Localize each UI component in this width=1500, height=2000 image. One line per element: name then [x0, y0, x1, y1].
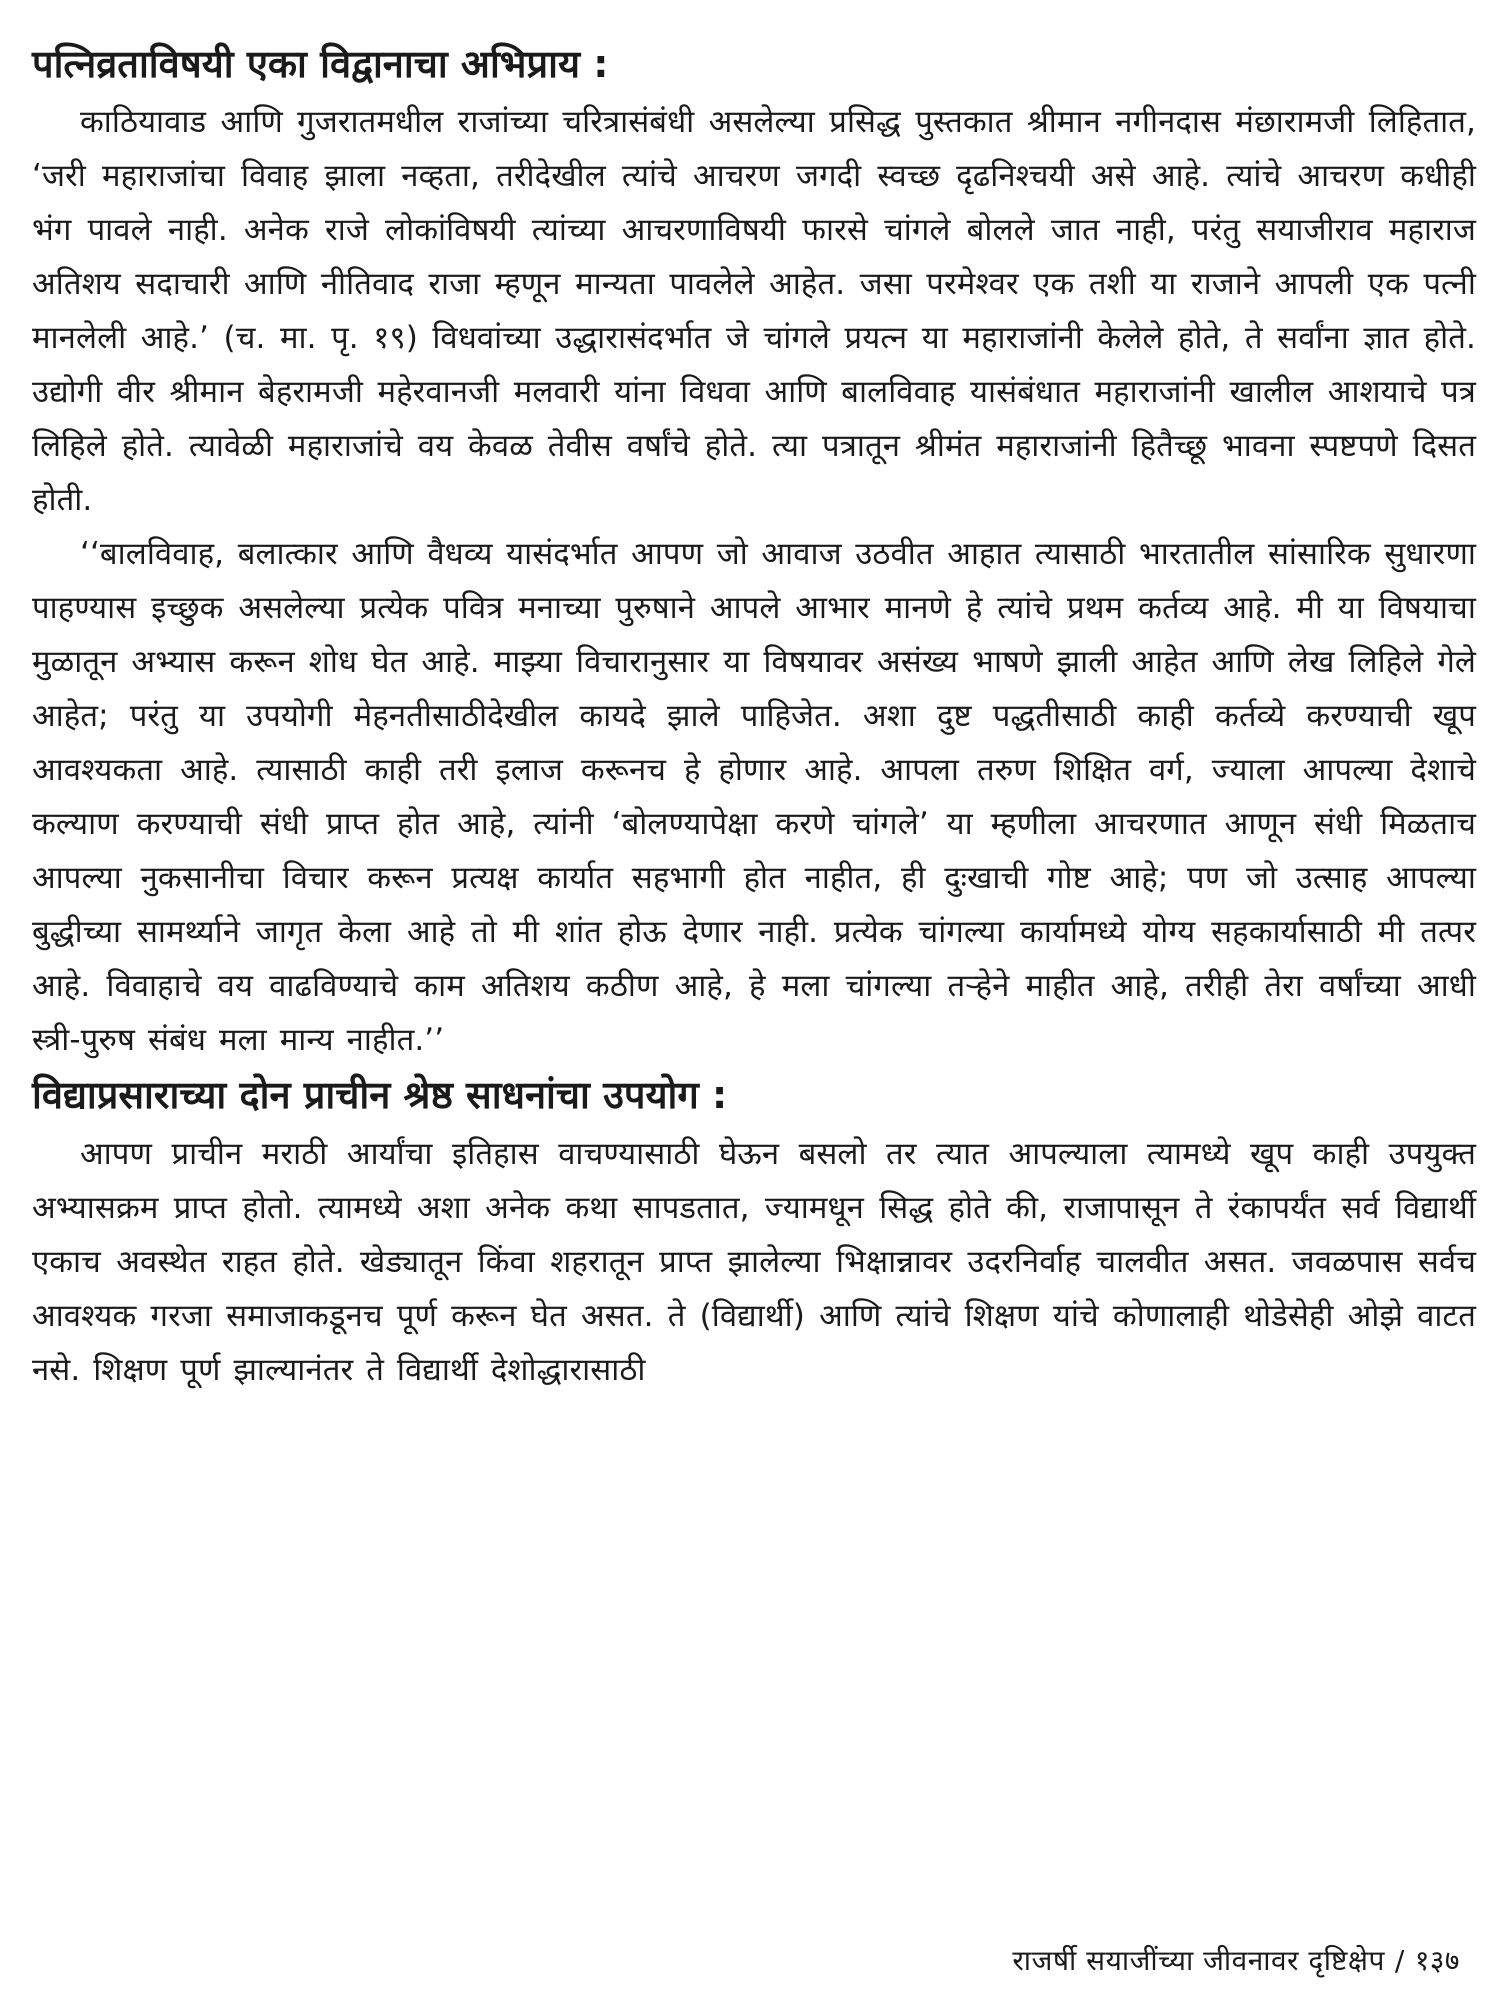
paragraph-letter-quote: ‘‘बालविवाह, बलात्कार आणि वैधव्य यासंदर्भात आपण जो आवाज उठवीत आहात त्यासाठी भारतातील सांसारिक सुधारणा पाहण्यास इच्छुक असलेल्या प्रत्येक पवित्र मनाच्या पुरुषाने आपले आभार मानणे हे त्यांचे प्रथम कर्तव्य आहे. मी या विषयाचा मुळातून अभ्यास करून शोध घेत आहे. माझ्या विचारानुसार या विषयावर असंख्य भाषणे झाली आहेत आणि लेख लिहिले गेले आहेत; परंतु या उपयोगी मेहनतीसाठीदेखील कायदे झाले पाहिजेत. अशा दुष्ट पद्धतीसाठी काही कर्तव्ये करण्याची खूप आवश्यकता आहे. त्यासाठी काही तरी इलाज करूनच हे होणार आहे. आपला तरुण शिक्षित वर्ग, ज्याला आपल्या देशाचे कल्याण करण्याची संधी प्राप्त होत आहे, त्यांनी ‘बोलण्यापेक्षा करणे चांगले’ या म्हणीला आचरणात आणून संधी मिळताच आपल्या नुकसानीचा विचार करून प्रत्यक्ष कार्यात सहभागी होत नाहीत, ही दुःखाची गोष्ट आहे; पण जो उत्साह आपल्या बुद्धीच्या सामर्थ्याने जागृत केला आहे तो मी शांत होऊ देणार नाही. प्रत्येक चांगल्या कार्यामध्ये योग्य सहकार्यासाठी मी तत्पर आहे. विवाहाचे वय वाढविण्याचे काम अतिशय कठीण आहे, हे मला चांगल्या तऱ्हेने माहीत आहे, तरीही तेरा वर्षांच्या आधी स्त्री-पुरुष संबंध मला मान्य नाहीत.’’ — [32, 536, 1476, 1059]
section-heading-education-means: विद्याप्रसाराच्या दोन प्राचीन श्रेष्ठ साधनांचा उपयोग : — [32, 1073, 728, 1118]
page-footer — [1012, 1944, 1460, 1978]
footer-separator: / — [1394, 1944, 1405, 1978]
section-heading-wife-vow: पत्निव्रताविषयी एका विद्वानाचा अभिप्राय : — [32, 42, 609, 86]
footer-book-title: राजर्षी सयाजींच्या जीवनावर दृष्टिक्षेप — [1012, 1944, 1385, 1978]
paragraph-ancient-education: आपण प्राचीन मराठी आर्यांचा इतिहास वाचण्यासाठी घेऊन बसलो तर त्यात आपल्याला त्यामध्ये खूप काही उपयुक्त अभ्यासक्रम प्राप्त होतो. त्यामध्ये अशा अनेक कथा सापडतात, ज्यामधून सिद्ध होते की, राजापासून ते रंकापर्यंत सर्व विद्यार्थी एकाच अवस्थेत राहत होते. खेड्यातून किंवा शहरातून प्राप्त झालेल्या भिक्षान्नावर उदरनिर्वाह चालवीत असत. जवळपास सर्वच आवश्यक गरजा समाजाकडूनच पूर्ण करून घेत असत. ते (विद्यार्थी) आणि त्यांचे शिक्षण यांचे कोणालाही थोडेसेही ओझे वाटत नसे. शिक्षण पूर्ण झाल्यानंतर ते विद्यार्थी देशोद्धारासाठी — [32, 1135, 1476, 1388]
paragraph-scholar-opinion: काठियावाड आणि गुजरातमधील राजांच्या चरित्रासंबंधी असलेल्या प्रसिद्ध पुस्तकात श्रीमान नगीनदास मंछारामजी लिहितात, ‘जरी महाराजांचा विवाह झाला नव्हता, तरीदेखील त्यांचे आचरण जगदी स्वच्छ दृढनिश्चयी असे आहे. त्यांचे आचरण कधीही भंग पावले नाही. अनेक राजे लोकांविषयी त्यांच्या आचरणाविषयी फारसे चांगले बोलले जात नाही, परंतु सयाजीराव महाराज अतिशय सदाचारी आणि नीतिवाद राजा म्हणून मान्यता पावलेले आहेत. जसा परमेश्वर एक तशी या राजाने आपली एक पत्नी मानलेली आहे.’ (च. मा. पृ. १९) विधवांच्या उद्धारासंदर्भात जे चांगले प्रयत्न या महाराजांनी केलेले होते, ते सर्वांना ज्ञात होते. उद्योगी वीर श्रीमान बेहरामजी महेरवानजी मलवारी यांना विधवा आणि बालविवाह यासंबंधात महाराजांनी खालील आशयाचे पत्र लिहिले होते. त्यावेळी महाराजांचे वय केवळ तेवीस वर्षांचे होते. त्या पत्रातून श्रीमंत महाराजांनी हितैच्छू भावना स्पष्टपणे दिसत होती. — [32, 104, 1476, 519]
page-number: १३७ — [1414, 1944, 1460, 1978]
